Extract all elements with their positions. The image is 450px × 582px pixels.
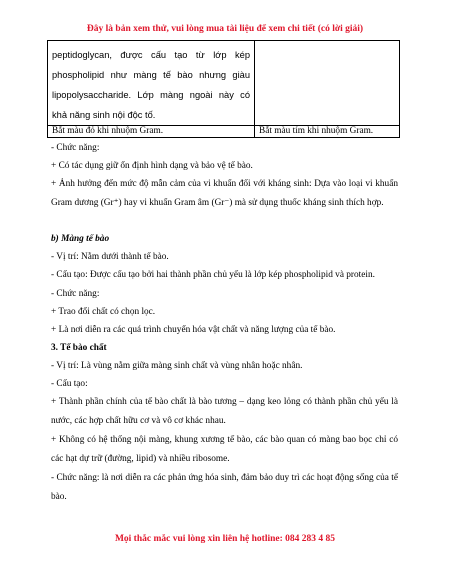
paragraph: - Chức năng: là nơi diễn ra các phản ứng hóa sinh, đảm bảo duy trì các hoạt động sống của tế bào.	[51, 473, 398, 502]
paragraph: - Cấu tạo: Được cấu tạo bởi hai thành phần chủ yếu là lớp kép phospholipid và protein.	[51, 270, 375, 280]
paragraph: - Vị trí: Nằm dưới thành tế bào.	[51, 252, 169, 262]
table-cell-left	[48, 41, 255, 126]
cell-line: peptidoglycan, được cấu tạo từ lớp kép	[52, 50, 250, 60]
paragraph: + Không có hệ thống nội màng, khung xương tế bào, các bào quan có màng bao bọc chỉ có các hạt dự trữ (đường, lipid) và nhiều ribosome.	[51, 435, 398, 464]
cell-line: phospholipid như màng tế bào nhưng giàu	[52, 70, 250, 80]
hotline-footer-banner: Mọi thắc mắc vui lòng xin liên hệ hotline: 084 283 4 85	[114, 534, 336, 544]
cell-line: khả năng sinh nội độc tố.	[52, 110, 156, 120]
section-heading: b) Màng tế bào	[51, 234, 110, 244]
paragraph: + Ảnh hưởng đến mức độ mẫn cảm của vi khuẩn đối với kháng sinh: Dựa vào loại vi khuẩn Gram dương (Gr⁺) hay vi khuẩn Gram âm (Gr⁻) mà sử dụng thuốc kháng sinh thích hợp.	[51, 179, 398, 208]
cell-paragraph	[48, 41, 254, 125]
table-cell-right	[255, 126, 400, 138]
gram-purple-text: Bắt màu tím khi nhuộm Gram.	[259, 126, 374, 136]
table-cell-right	[255, 41, 400, 126]
paragraph: + Thành phần chính của tế bào chất là bào tương – dạng keo lỏng có thành phần chủ yếu là nước, các hợp chất hữu cơ và vô cơ khác nhau.	[51, 397, 398, 426]
document-body	[51, 139, 398, 507]
paragraph: + Có tác dụng giữ ổn định hình dạng và bảo vệ tế bào.	[51, 161, 253, 171]
table-row	[48, 41, 400, 126]
gram-red-text: Bắt màu đỏ khi nhuộm Gram.	[52, 126, 164, 136]
paragraph: - Vị trí: Là vùng nằm giữa màng sinh chất và vùng nhân hoặc nhân.	[51, 361, 303, 371]
table-cell-left	[48, 126, 255, 138]
paragraph: + Trao đổi chất có chọn lọc.	[51, 307, 156, 317]
paragraph: + Là nơi diễn ra các quá trình chuyển hóa vật chất và năng lượng của tế bào.	[51, 325, 336, 335]
table-row	[48, 126, 400, 138]
preview-notice-banner: Đây là bản xem thử, vui lòng mua tài liệu để xem chi tiết (có lời giải)	[86, 24, 364, 34]
section-heading: 3. Tế bào chất	[51, 343, 107, 353]
paragraph: - Chức năng:	[51, 289, 100, 299]
comparison-table	[47, 40, 400, 138]
cell-line: lipopolysaccharide. Lớp màng ngoài này có	[52, 90, 250, 100]
paragraph: - Cấu tạo:	[51, 379, 88, 389]
paragraph: - Chức năng:	[51, 143, 100, 153]
